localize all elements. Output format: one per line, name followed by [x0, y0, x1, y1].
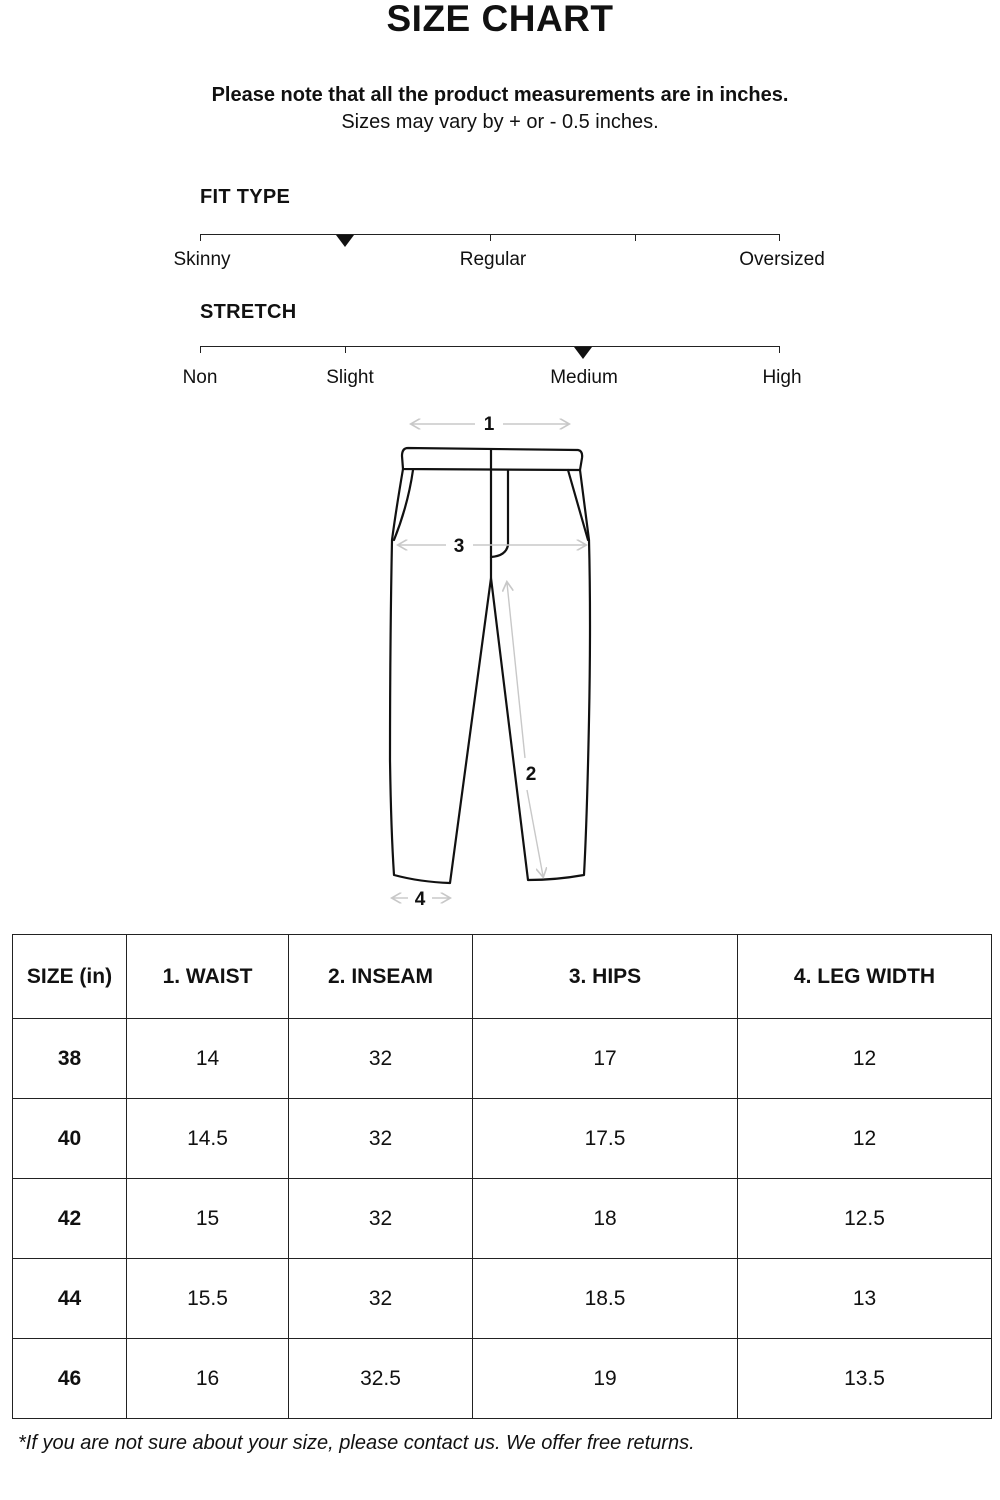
- stretch-label-high: High: [762, 367, 802, 388]
- size-value: 46: [13, 1339, 127, 1419]
- waist-value: 14: [127, 1019, 289, 1099]
- marker-4: 4: [414, 889, 426, 910]
- size-value: 38: [13, 1019, 127, 1099]
- stretch-tick: [779, 346, 780, 353]
- table-row: [13, 1019, 992, 1099]
- leg-width-value: 12: [738, 1099, 992, 1179]
- size-value: 40: [13, 1099, 127, 1179]
- hips-value: 17: [473, 1019, 738, 1099]
- leg-width-value: 13.5: [738, 1339, 992, 1419]
- fit-label-regular: Regular: [459, 249, 527, 270]
- stretch-title: STRETCH: [200, 301, 297, 323]
- header-size: SIZE (in): [13, 935, 127, 1019]
- stretch-tick: [345, 346, 346, 353]
- fit-type-tick: [490, 234, 491, 241]
- hips-value: 18: [473, 1179, 738, 1259]
- hips-value: 17.5: [473, 1099, 738, 1179]
- stretch-tick: [200, 346, 201, 353]
- marker-2: 2: [525, 764, 537, 785]
- table-row: [13, 1259, 992, 1339]
- pants-diagram: [0, 400, 1000, 920]
- table-row: [13, 1179, 992, 1259]
- fit-type-tick: [779, 234, 780, 241]
- inseam-value: 32: [289, 1179, 473, 1259]
- measurement-arrows: [393, 424, 585, 898]
- header-waist: 1. WAIST: [127, 935, 289, 1019]
- table-header-row: [13, 935, 992, 1019]
- size-table: [12, 934, 992, 1419]
- variance-note: Sizes may vary by + or - 0.5 inches.: [341, 111, 659, 133]
- fit-type-title: FIT TYPE: [200, 186, 291, 208]
- leg-width-value: 13: [738, 1259, 992, 1339]
- stretch-marker: [574, 347, 592, 359]
- hips-value: 18.5: [473, 1259, 738, 1339]
- inseam-value: 32: [289, 1019, 473, 1099]
- inseam-value: 32.5: [289, 1339, 473, 1419]
- inseam-value: 32: [289, 1259, 473, 1339]
- table-row: [13, 1099, 992, 1179]
- footnote: *If you are not sure about your size, please contact us. We offer free returns.: [18, 1432, 695, 1454]
- inseam-value: 32: [289, 1099, 473, 1179]
- fit-label-oversized: Oversized: [739, 249, 825, 270]
- arrow-2-bottom: [527, 790, 543, 876]
- table-row: [13, 1339, 992, 1419]
- hips-value: 19: [473, 1339, 738, 1419]
- header-inseam: 2. INSEAM: [289, 935, 473, 1019]
- header-hips: 3. HIPS: [473, 935, 738, 1019]
- size-value: 42: [13, 1179, 127, 1259]
- pants-outline: [390, 448, 590, 883]
- page-title: SIZE CHART: [386, 0, 614, 39]
- measurement-note: Please note that all the product measurements are in inches.: [211, 84, 789, 106]
- fit-type-marker: [336, 235, 354, 247]
- stretch-line: [200, 346, 780, 347]
- marker-1: 1: [483, 414, 495, 435]
- waist-value: 15.5: [127, 1259, 289, 1339]
- waist-value: 15: [127, 1179, 289, 1259]
- fit-label-skinny: Skinny: [173, 249, 231, 270]
- fly-stitch: [491, 470, 508, 557]
- stretch-label-slight: Slight: [326, 367, 374, 388]
- header-leg-width: 4. LEG WIDTH: [738, 935, 992, 1019]
- marker-3: 3: [453, 536, 465, 557]
- stretch-label-non: Non: [182, 367, 218, 388]
- size-value: 44: [13, 1259, 127, 1339]
- waist-value: 14.5: [127, 1099, 289, 1179]
- waist-value: 16: [127, 1339, 289, 1419]
- stretch-label-medium: Medium: [550, 367, 618, 388]
- leg-width-value: 12.5: [738, 1179, 992, 1259]
- fit-type-tick: [635, 234, 636, 241]
- fit-type-tick: [200, 234, 201, 241]
- leg-width-value: 12: [738, 1019, 992, 1099]
